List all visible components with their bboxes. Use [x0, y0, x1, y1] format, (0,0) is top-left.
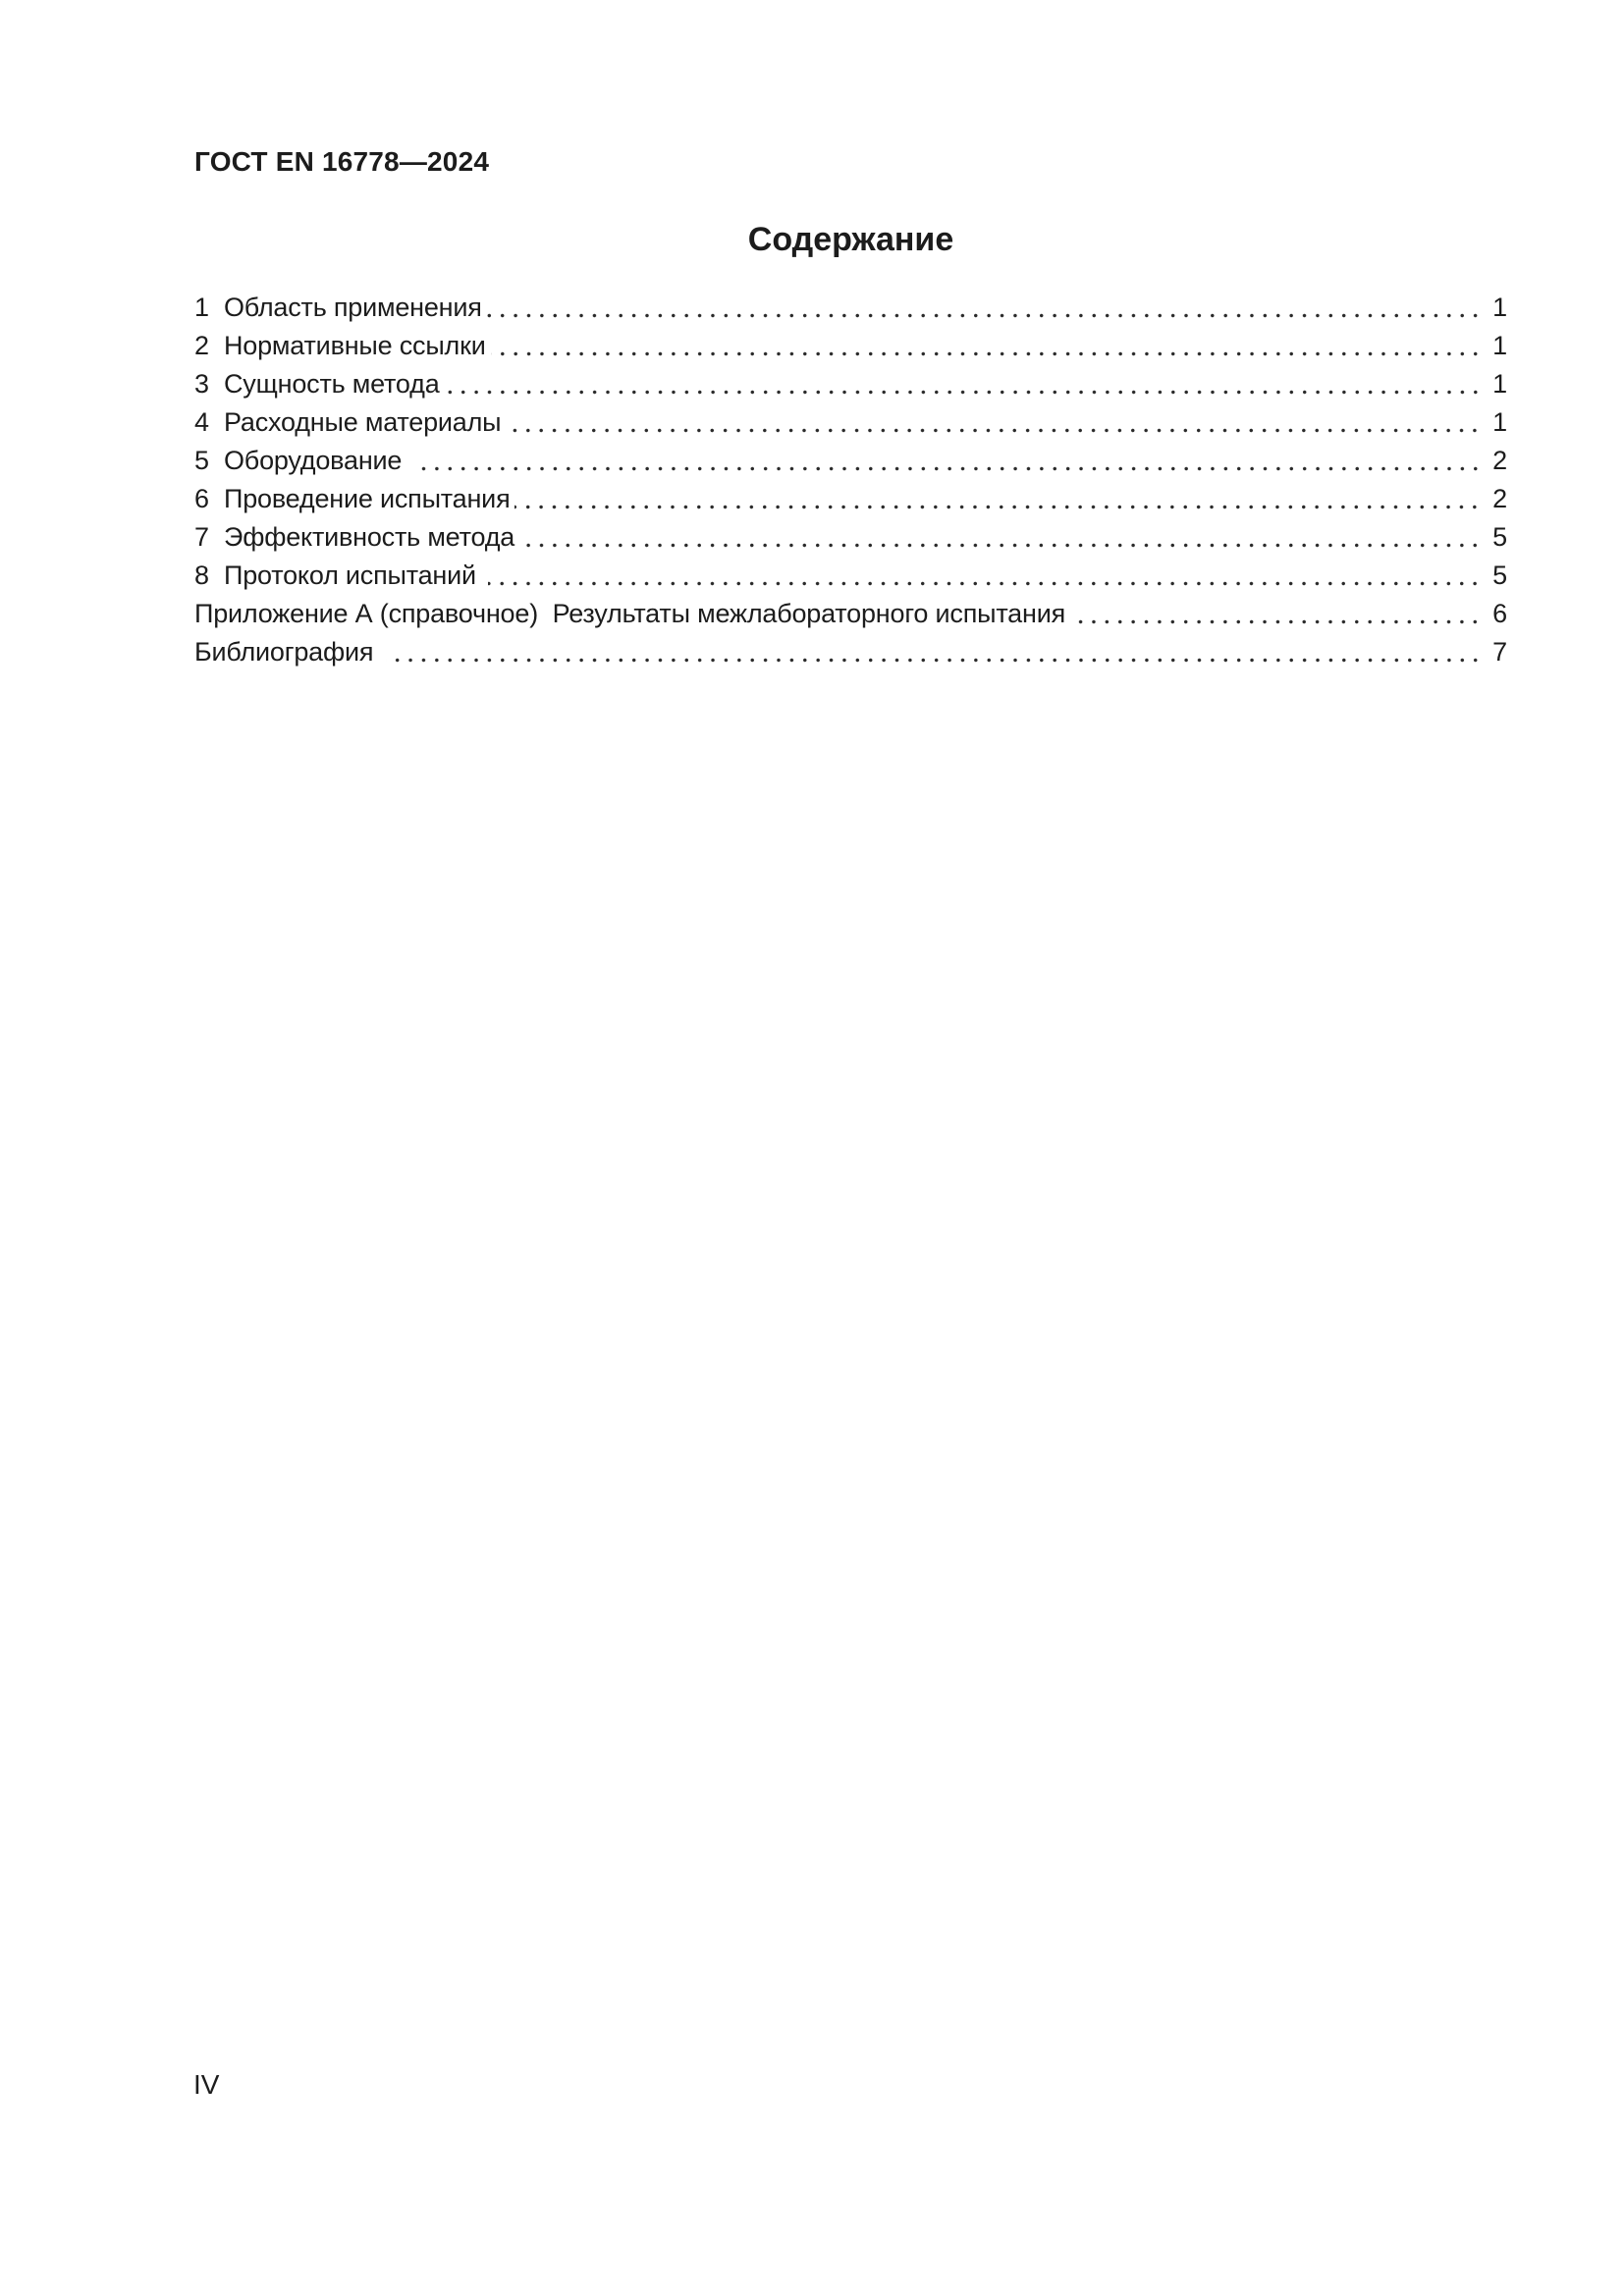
toc-entry — [194, 327, 1507, 365]
dot-leader — [488, 557, 1484, 595]
toc-entry — [194, 480, 1507, 518]
toc-entry-label: Сущность метода — [224, 369, 440, 399]
page-title: Содержание — [747, 221, 954, 258]
toc-entry-label: Библиография — [194, 637, 381, 667]
toc-entry-label: Оборудование — [224, 446, 409, 475]
toc-entry — [194, 518, 1507, 557]
dot-leader — [445, 365, 1484, 403]
toc-entry-label: Эффективность метода — [224, 522, 515, 552]
toc-entry-number: 2 — [194, 331, 209, 360]
toc-entry-number: 1 — [194, 293, 209, 322]
toc-entry-page: 5 — [1492, 522, 1507, 552]
toc-entry-page: 2 — [1492, 446, 1507, 475]
dot-leader — [386, 633, 1484, 671]
toc-entry — [194, 557, 1507, 595]
toc-entry-number: 5 — [194, 446, 209, 475]
dot-leader — [506, 403, 1484, 442]
dot-leader — [514, 480, 1484, 518]
toc-entry — [194, 289, 1507, 327]
footer-page-number: IV — [193, 2069, 220, 2100]
toc-entry-page: 1 — [1492, 369, 1507, 399]
toc-entry — [194, 633, 1507, 671]
toc-entry — [194, 403, 1507, 442]
dot-leader — [487, 289, 1484, 327]
toc-entry-page: 1 — [1492, 293, 1507, 322]
toc-entry-number: 3 — [194, 369, 209, 399]
dot-leader — [491, 327, 1484, 365]
toc-entry-number: 8 — [194, 561, 209, 590]
toc-entry-number: 6 — [194, 484, 209, 513]
toc-entry-page: 7 — [1492, 637, 1507, 667]
toc-entry — [194, 365, 1507, 403]
toc-entry-page: 2 — [1492, 484, 1507, 513]
dot-leader — [414, 442, 1484, 480]
dot-leader — [519, 518, 1484, 557]
toc-entry-label: Нормативные ссылки — [224, 331, 486, 360]
toc-entry-number: 7 — [194, 522, 209, 552]
toc-entry-label: Проведение испытания — [224, 484, 511, 513]
table-of-contents — [194, 289, 1507, 671]
toc-entry-page: 6 — [1492, 599, 1507, 628]
toc-entry-page: 1 — [1492, 331, 1507, 360]
toc-entry-page: 5 — [1492, 561, 1507, 590]
toc-entry-label: Расходные материалы — [224, 407, 502, 437]
toc-entry-label: Протокол испытаний — [224, 561, 484, 590]
dot-leader — [1070, 595, 1484, 633]
document-designation: ГОСТ EN 16778—2024 — [194, 146, 490, 177]
toc-entry-label: Приложение А (справочное) Результаты межлабораторного испытания — [194, 599, 1066, 628]
toc-entry-number: 4 — [194, 407, 209, 437]
toc-entry-label: Область применения — [224, 293, 482, 322]
toc-entry — [194, 442, 1507, 480]
toc-entry-page: 1 — [1492, 407, 1507, 437]
toc-entry — [194, 595, 1507, 633]
